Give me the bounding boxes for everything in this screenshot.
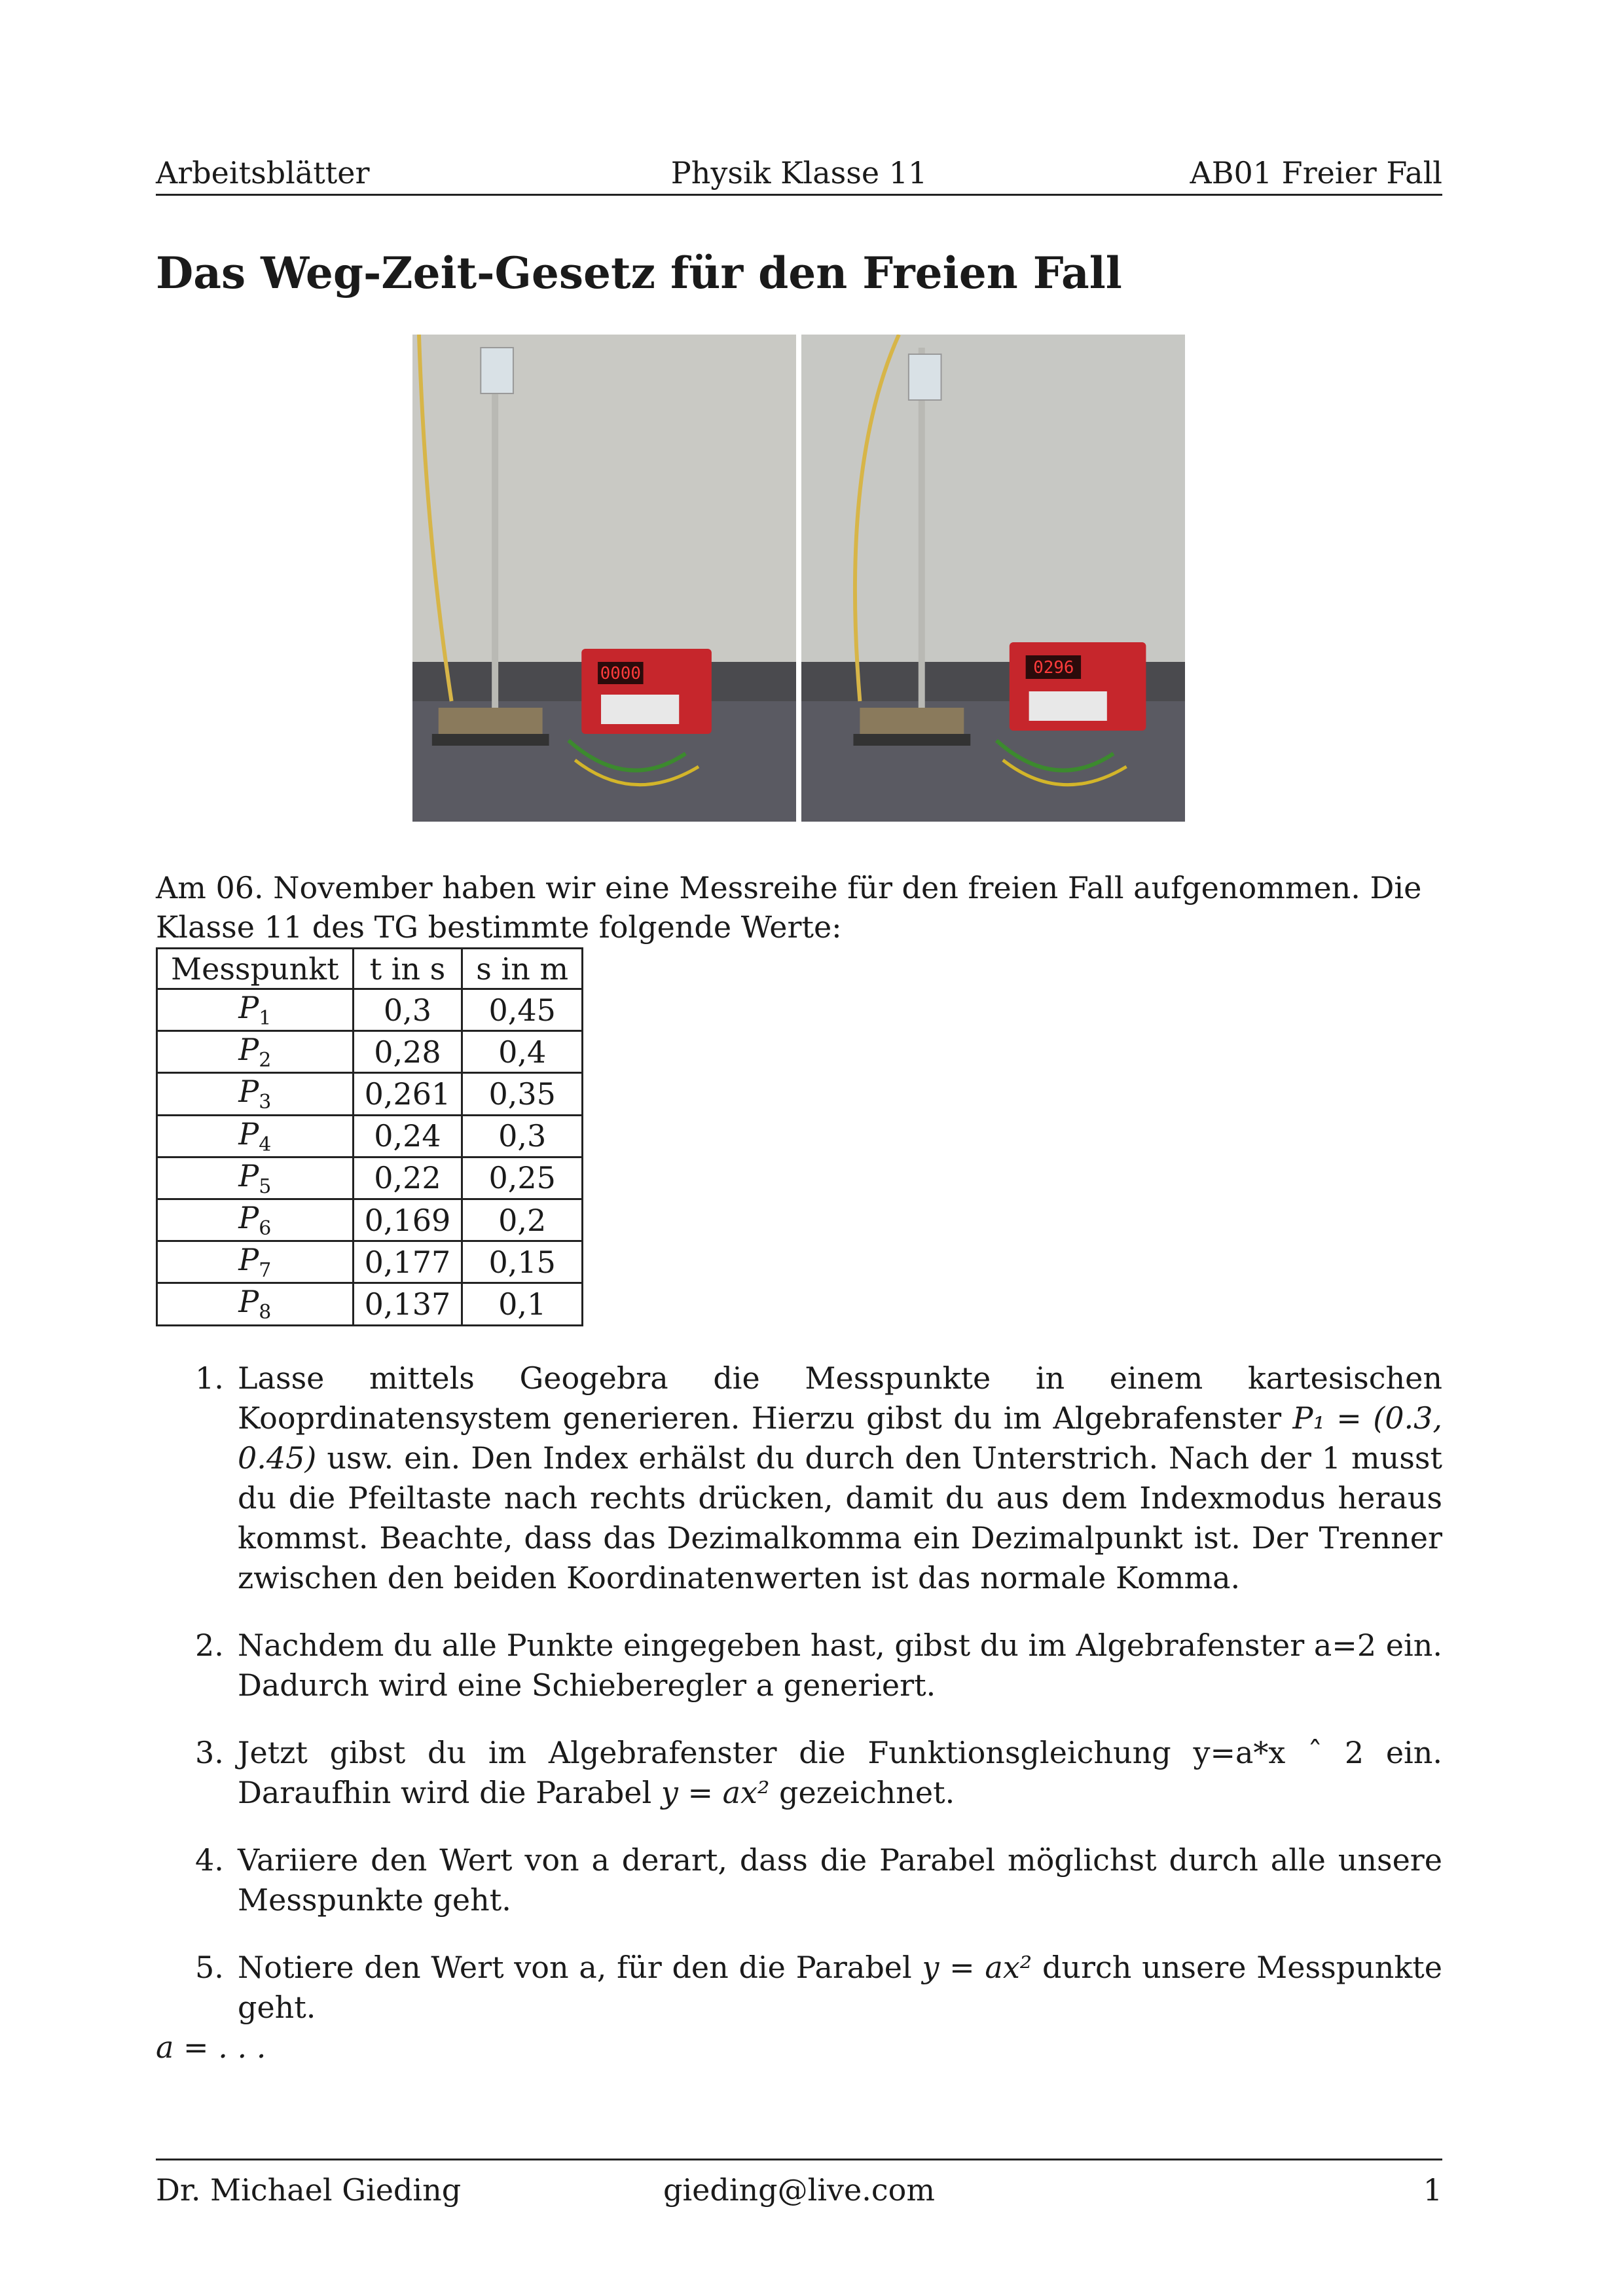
task-item <box>156 1733 1442 1813</box>
task-text: Notiere den Wert von a, für den die Parabel <box>238 1950 922 1985</box>
table-row <box>157 1115 583 1157</box>
time-cell: 0,137 <box>353 1283 462 1325</box>
table-row <box>157 1073 583 1115</box>
table-row <box>157 1241 583 1283</box>
distance-cell: 0,15 <box>462 1241 583 1283</box>
footer-author: Dr. Michael Gieding <box>156 2172 462 2208</box>
page-title: Das Weg-Zeit-Gesetz für den Freien Fall <box>156 247 1122 299</box>
distance-cell: 0,2 <box>462 1199 583 1241</box>
task-text-cont: usw. ein. Den Index erhälst du durch den Unterstrich. Nach der 1 musst du die Pfeiltaste nach rechts drücken, damit du aus dem Indexmodus heraus kommst. Beachte, dass das Dezimalkomma ein Dezimalpunkt ist. Der Trenner zwischen den beiden Koordinatenwerten ist das normale Komma. <box>238 1440 1442 1595</box>
task-formula: P₁ = (0.3, 0.45) <box>238 1400 1442 1476</box>
messpunkt-cell: $P_3$ <box>157 1073 354 1115</box>
task-number: 3. <box>195 1735 224 1770</box>
column-header-messpunkt: Messpunkt <box>157 949 354 989</box>
time-cell: 0,261 <box>353 1073 462 1115</box>
task-list <box>156 1358 1442 2055</box>
counter-display-left: 0000 <box>600 663 641 684</box>
messpunkt-cell: $P_4$ <box>157 1115 354 1157</box>
time-cell: 0,22 <box>353 1157 462 1199</box>
task-formula: y = ax² <box>922 1950 1032 1985</box>
experiment-photos <box>412 335 1185 822</box>
intro-paragraph: Am 06. November haben wir eine Messreihe für den freien Fall aufgenommen. Die Klasse 11 des TG bestimmte folgende Werte: <box>156 870 1422 945</box>
header-left: Arbeitsblätter <box>156 155 370 191</box>
table-row <box>157 1157 583 1199</box>
distance-cell: 0,25 <box>462 1157 583 1199</box>
task-number: 1. <box>195 1360 224 1396</box>
distance-cell: 0,1 <box>462 1283 583 1325</box>
table-row <box>157 1283 583 1325</box>
footer-email: gieding@live.com <box>663 2172 935 2208</box>
table-row <box>157 1199 583 1241</box>
time-cell: 0,24 <box>353 1115 462 1157</box>
measurement-table <box>156 947 583 1326</box>
task-item <box>156 1948 1442 2028</box>
messpunkt-cell: $P_5$ <box>157 1157 354 1199</box>
header-center: Physik Klasse 11 <box>670 155 928 191</box>
time-cell: 0,3 <box>353 989 462 1031</box>
task-text: Lasse mittels Geogebra die Messpunkte in einem kartesischen Kooprdinatensystem generieren. Hierzu gibst du im Algebrafenster <box>238 1360 1442 1436</box>
task-text: Nachdem du alle Punkte eingegeben hast, gibst du im Algebrafenster a=2 ein. Dadurch wird eine Schieberegler a generiert. <box>238 1628 1442 1703</box>
time-cell: 0,28 <box>353 1031 462 1073</box>
table-row <box>157 989 583 1031</box>
task-number: 5. <box>195 1950 224 1985</box>
messpunkt-cell: $P_6$ <box>157 1199 354 1241</box>
time-cell: 0,177 <box>353 1241 462 1283</box>
page-header <box>156 152 1442 196</box>
task-number: 2. <box>195 1628 224 1663</box>
page-number: 1 <box>1423 2172 1442 2208</box>
photo-after-drop <box>801 335 1185 822</box>
task-item <box>156 1840 1442 1920</box>
messpunkt-cell: $P_1$ <box>157 989 354 1031</box>
column-header-t: t in s <box>353 949 462 989</box>
task-item <box>156 1358 1442 1598</box>
task-item <box>156 1626 1442 1705</box>
column-header-s: s in m <box>462 949 583 989</box>
task-text-cont: durch unsere Messpunkte geht. <box>238 1950 1442 2025</box>
distance-cell: 0,35 <box>462 1073 583 1115</box>
header-right: AB01 Freier Fall <box>1190 155 1442 191</box>
task-number: 4. <box>195 1842 224 1878</box>
task-text: Jetzt gibst du im Algebrafenster die Funktionsgleichung y=a*x ˆ 2 ein. Daraufhin wird die Parabel <box>238 1735 1442 1810</box>
task-text: Variiere den Wert von a derart, dass die Parabel möglichst durch alle unsere Messpunkte geht. <box>238 1842 1442 1918</box>
messpunkt-cell: $P_8$ <box>157 1283 354 1325</box>
photo-before-drop <box>412 335 796 822</box>
messpunkt-cell: $P_2$ <box>157 1031 354 1073</box>
task-text-cont: gezeichnet. <box>769 1775 955 1810</box>
task-formula: y = ax² <box>661 1775 770 1810</box>
answer-line: a = . . . <box>156 2030 266 2065</box>
messpunkt-cell: $P_7$ <box>157 1241 354 1283</box>
time-cell: 0,169 <box>353 1199 462 1241</box>
distance-cell: 0,45 <box>462 989 583 1031</box>
distance-cell: 0,4 <box>462 1031 583 1073</box>
table-row <box>157 1031 583 1073</box>
distance-cell: 0,3 <box>462 1115 583 1157</box>
counter-display-right: 0296 <box>1033 657 1074 678</box>
page-footer <box>156 2159 1442 2206</box>
